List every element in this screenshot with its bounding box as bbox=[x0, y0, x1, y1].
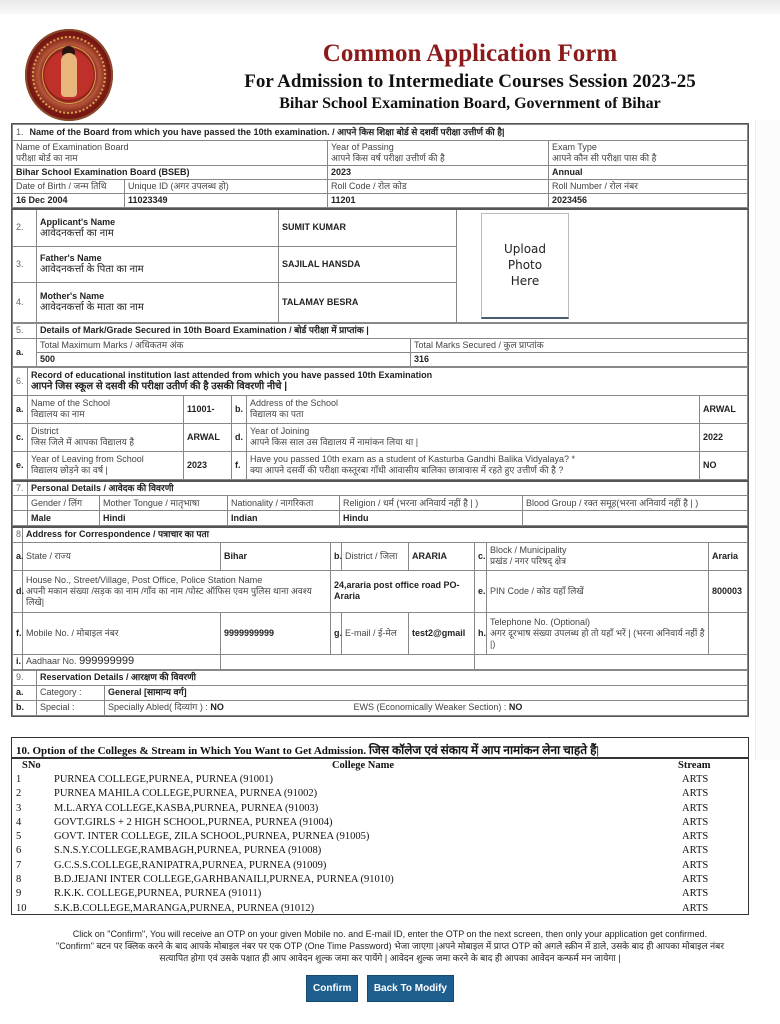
state-value: Bihar bbox=[221, 542, 331, 570]
college-stream: ARTS bbox=[682, 802, 709, 814]
mother-tongue-label: Mother Tongue / मातृभाषा bbox=[100, 496, 228, 511]
photo-cell bbox=[457, 209, 748, 322]
college-row bbox=[12, 859, 748, 873]
application-form bbox=[11, 123, 749, 717]
district-label: District / जिला bbox=[342, 542, 409, 570]
form-header bbox=[0, 22, 780, 122]
mobile-label: Mobile No. / मोबाइल नंबर bbox=[23, 612, 221, 654]
section-5-marks: 5. Details of Mark/Grade Secured in 10th Board Examination / बोर्ड परीक्षा में प्राप्तांक | a. Total Maximum Marks / अधिकतम अंक Total Marks Secured / कुल प्राप्तांक 500 316 bbox=[12, 323, 748, 367]
roll-number-value: 2023456 bbox=[549, 194, 748, 208]
section-6-school: 6. Record of educational institution last attended from which you have passed 10th Examination आपने जिस स्कूल से दसवी की परीक्षा उतीर्ण की है उसकी विवरणी नीचे | a. Name of the School विद्यालय का नाम 11001- b. Address of the School विद्यालय का पता ARWAL c. District जिस जिले में आपका विद्यालय है ARWAL d. Year of Joining आपने किस साल उस विद्यालय में नामांकन लिया था | 2022 e. Year of Leaving from School विद्यालय छोड़ने का वर्ष | 2023 f. Have you passed 10th exam as a student of Kasturba Gandhi Balika Vidyalaya? * क्या आपने दसवीं की परीक्षा कस्तूरबा गाँधी आवासीय बालिका छात्रावास में रहते हुए उत्तीर्ण की है ? NO bbox=[12, 367, 748, 480]
specially-abled-field: Specially Abled( दिव्यांग ) : NO bbox=[105, 700, 351, 715]
confirm-instructions bbox=[20, 928, 760, 964]
pin-value: 800003 bbox=[709, 570, 748, 612]
kgbv-label: Have you passed 10th exam as a student of Kasturba Gandhi Balika Vidyalaya? * क्या आपने दसवीं की परीक्षा कस्तूरबा गाँधी आवासीय बालिका छात्रावास में रहते हुए उत्तीर्ण की है ? bbox=[247, 451, 700, 479]
section-9-reservation: 9. Reservation Details / आरक्षण की विवरणी a. Category : General [सामान्य वर्ग] b. Special : Specially Abled( दिव्यांग ) : NO EWS (Economically Weaker Section) : NO bbox=[12, 670, 748, 716]
section-8-title: Address for Correspondence / पत्राचार का पता bbox=[23, 527, 748, 542]
college-name: G.C.S.S.COLLEGE,RANIPATRA,PURNEA, PURNEA (91009) bbox=[54, 859, 327, 871]
house-value: 24,araria post office road PO-Araria bbox=[331, 570, 475, 612]
marks-secured-value: 316 bbox=[411, 352, 748, 366]
state-label: State / राज्य bbox=[23, 542, 221, 570]
page-subtitle: For Admission to Intermediate Courses Session 2023-25 bbox=[244, 71, 696, 92]
school-address-value: ARWAL bbox=[700, 395, 748, 423]
marks-secured-label: Total Marks Secured / कुल प्राप्तांक bbox=[411, 338, 748, 352]
category-label: Category : bbox=[37, 685, 105, 700]
college-sno: 3 bbox=[16, 802, 22, 814]
section-9-title: Reservation Details / आरक्षण की विवरणी bbox=[37, 670, 748, 685]
blood-group-value bbox=[523, 511, 748, 526]
applicant-name-value: SUMIT KUMAR bbox=[279, 209, 457, 246]
college-stream: ARTS bbox=[682, 831, 709, 843]
telephone-value bbox=[709, 612, 748, 654]
college-name: R.K.K. COLLEGE,PURNEA, PURNEA (91011) bbox=[54, 888, 262, 900]
upload-photo-box[interactable]: Upload Photo Here bbox=[481, 213, 569, 319]
roll-number-label: Roll Number / रोल नंबर bbox=[549, 180, 748, 194]
college-sno: 2 bbox=[16, 788, 22, 800]
college-stream: ARTS bbox=[682, 902, 709, 914]
exam-type-label: Exam Type आपने कौन सी परीक्षा पास की है bbox=[549, 141, 748, 166]
year-leaving-label: Year of Leaving from School विद्यालय छोड़ने का वर्ष | bbox=[28, 451, 184, 479]
college-row bbox=[12, 773, 748, 787]
logo-figure bbox=[61, 53, 77, 97]
gender-value: Male bbox=[28, 511, 100, 526]
college-row bbox=[12, 816, 748, 830]
college-stream: ARTS bbox=[682, 888, 709, 900]
college-name: PURNEA COLLEGE,PURNEA, PURNEA (91001) bbox=[54, 774, 274, 785]
category-value: General [सामान्य वर्ग] bbox=[105, 685, 748, 700]
applicant-name-label: Applicant's Name आवेदनकर्त्ता का नाम bbox=[37, 209, 279, 246]
college-row bbox=[12, 873, 748, 887]
college-name: PURNEA MAHILA COLLEGE,PURNEA, PURNEA (91002) bbox=[54, 788, 318, 800]
page-title: Common Application Form bbox=[322, 40, 618, 67]
college-row bbox=[12, 787, 748, 801]
religion-value: Hindu bbox=[340, 511, 523, 526]
year-leaving-value: 2023 bbox=[184, 451, 232, 479]
religion-label: Religion / धर्म (भरना अनिवार्य नहीं है | ) bbox=[340, 496, 523, 511]
college-stream: ARTS bbox=[682, 816, 709, 828]
aadhaar-field: Aadhaar No. 999999999 bbox=[23, 654, 221, 669]
college-name: M.L.ARYA COLLEGE,KASBA,PURNEA, PURNEA (91003) bbox=[54, 802, 319, 814]
college-sno: 5 bbox=[16, 831, 22, 843]
college-sno: 9 bbox=[16, 888, 22, 900]
board-value: Bihar School Examination Board (BSEB) bbox=[13, 166, 328, 180]
gender-label: Gender / लिंग bbox=[28, 496, 100, 511]
house-label: House No., Street/Village, Post Office, Police Station Name अपनी मकान संख्या /सड़क का नाम /गाँव का नाम /पोस्ट ऑफिस एवम पुलिस थाना अवश्य लिखे| bbox=[23, 570, 331, 612]
section-6-title: Record of educational institution last attended from which you have passed 10th Examination आपने जिस स्कूल से दसवी की परीक्षा उतीर्ण की है उसकी विवरणी नीचे | bbox=[28, 367, 748, 395]
year-label: Year of Passing आपने किस वर्ष परीक्षा उत्तीर्ण की है bbox=[328, 141, 549, 166]
college-row bbox=[12, 830, 748, 844]
college-stream: ARTS bbox=[682, 774, 709, 785]
max-marks-value: 500 bbox=[37, 352, 411, 366]
college-sno: 8 bbox=[16, 874, 22, 886]
section-10-colleges bbox=[11, 737, 749, 915]
college-name: S.N.S.Y.COLLEGE,RAMBAGH,PURNEA, PURNEA (91008) bbox=[54, 845, 322, 857]
school-name-value: 11001- bbox=[184, 395, 232, 423]
college-row bbox=[12, 802, 748, 816]
roll-code-value: 11201 bbox=[328, 194, 549, 208]
college-table bbox=[12, 759, 748, 916]
sno-header: SNo bbox=[22, 760, 41, 771]
section-5-title: Details of Mark/Grade Secured in 10th Board Examination / बोर्ड परीक्षा में प्राप्तांक | bbox=[37, 323, 748, 338]
nationality-value: Indian bbox=[228, 511, 340, 526]
college-sno: 4 bbox=[16, 816, 22, 828]
email-label: E-mail / ई-मेल bbox=[342, 612, 409, 654]
year-joining-value: 2022 bbox=[700, 423, 748, 451]
school-district-label: District जिस जिले में आपका विद्यालय है bbox=[28, 423, 184, 451]
college-stream: ARTS bbox=[682, 845, 709, 857]
max-marks-label: Total Maximum Marks / अधिकतम अंक bbox=[37, 338, 411, 352]
special-label: Special : bbox=[37, 700, 105, 715]
school-row: e. Year of Leaving from School विद्यालय छोड़ने का वर्ष | 2023 f. Have you passed 10th exam as a student of Kasturba Gandhi Balika Vidyalaya? * क्या आपने दसवीं की परीक्षा कस्तूरबा गाँधी आवासीय बालिका छात्रावास में रहते हुए उत्तीर्ण की है ? NO bbox=[13, 451, 748, 479]
bseb-logo-icon bbox=[25, 29, 113, 121]
college-sno: 6 bbox=[16, 845, 22, 857]
block-label: Block / Municipality प्रखंड / नगर परिषद् क्षेत्र bbox=[487, 542, 709, 570]
block-value: Araria bbox=[709, 542, 748, 570]
ews-field: EWS (Economically Weaker Section) : NO bbox=[351, 700, 748, 715]
section-7-personal: 7. Personal Details / आवेदक की विवरणी Gender / लिंग Mother Tongue / मातृभाषा Nationality / नागरिकता Religion / धर्म (भरना अनिवार्य नहीं है | ) Blood Group / रक्त समूह(भरना अनिवार्य नहीं है | ) Male Hindi Indian Hindu bbox=[12, 480, 748, 527]
college-sno: 7 bbox=[16, 859, 22, 871]
college-sno: 10 bbox=[16, 902, 27, 914]
instructions-hindi: "Confirm" बटन पर क्लिक करने के बाद आपके मोबाइल नंबर पर एक OTP (One Time Password) भेजा जाएगा |अपने मोबाइल में प्राप्त OTP को अगले स्क्रीन में डाले, उसके बाद ही आपका मोबाइल नंबर सत्यापित होगा एवं उसके पक्षात ही आप आवेदन शुल्क जमा कर पायेंगे | आवेदन शुल्क जमा करने के बाद ही आपका आवेदन कन्फर्म मन जायेगा | bbox=[56, 941, 724, 963]
college-name: GOVT. INTER COLLEGE, ZILA SCHOOL,PURNEA, PURNEA (91005) bbox=[54, 831, 370, 843]
district-value: ARARIA bbox=[409, 542, 475, 570]
specially-abled-value: NO bbox=[210, 702, 224, 712]
father-name-value: SAJILAL HANSDA bbox=[279, 246, 457, 282]
school-district-value: ARWAL bbox=[184, 423, 232, 451]
aadhaar-value: 999999999 bbox=[79, 655, 135, 667]
action-buttons bbox=[0, 975, 760, 1002]
college-name-header: College Name bbox=[331, 760, 395, 771]
father-name-label: Father's Name आवेदनकर्त्ता के पिता का नाम bbox=[37, 246, 279, 282]
roll-code-label: Roll Code / रोल कोड bbox=[328, 180, 549, 194]
mother-name-label: Mother's Name आवेदनकर्त्ता के माता का नाम bbox=[37, 282, 279, 322]
email-value: test2@gmail bbox=[409, 612, 475, 654]
ews-value: NO bbox=[508, 702, 523, 712]
mother-tongue-value: Hindi bbox=[100, 511, 228, 526]
college-name: B.D.JEJANI INTER COLLEGE,GARHBANAILI,PURNEA, PURNEA (91010) bbox=[54, 874, 394, 886]
unique-id-label: Unique ID (अगर उपलब्ध हो) bbox=[125, 180, 328, 194]
pin-label: PIN Code / कोड यहाँ लिखें bbox=[487, 570, 709, 612]
scrollbar-track[interactable] bbox=[755, 120, 780, 760]
board-label: Name of Examination Board परीक्षा बोर्ड का नाम bbox=[13, 141, 328, 166]
college-stream: ARTS bbox=[682, 788, 709, 800]
section-1-title: 1. Name of the Board from which you have passed the 10th examination. / आपने किस शिक्षा बोर्ड से दशवीं परीक्षा उत्तीर्ण की है| bbox=[13, 125, 748, 141]
browser-top-edge bbox=[0, 0, 780, 14]
college-row bbox=[12, 902, 748, 916]
instructions-english: Click on "Confirm", You will receive an OTP on your given Mobile no. and E-mail ID, enter the OTP on the next screen, then only your application get confirmed. bbox=[72, 929, 708, 939]
board-name: Bihar School Examination Board, Government of Bihar bbox=[279, 95, 661, 112]
year-joining-label: Year of Joining आपने किस साल उस विद्यालय में नामांकन लिया था | bbox=[247, 423, 700, 451]
section-8-address: 8. Address for Correspondence / पत्राचार का पता a. State / राज्य Bihar b. District / जिला ARARIA c. Block / Municipality प्रखंड / नगर परिषद् क्षेत्र Araria d. House No., Street/Village, Post Office, Police Station Name अपनी मकान संख्या /सड़क का नाम /गाँव का नाम /पोस्ट ऑफिस एवम पुलिस थाना अवश्य लिखे| 24,araria post office road PO-Araria e. PIN Code / कोड यहाँ लिखें 800003 f. Mobile No. / मोबाइल नंबर 9999999999 g. E-mail / ई-मेल test2@gmail h. Telephone No. (Optional) अगर दूरभाष संख्या उपलब्ध हो तो यहाँ भरें | (भरना अनिवार्य नहीं है |) i. Aadhaar No. 999999999 bbox=[12, 526, 748, 670]
exam-type-value: Annual bbox=[549, 166, 748, 180]
school-row: c. District जिस जिले में आपका विद्यालय है ARWAL d. Year of Joining आपने किस साल उस विद्यालय में नामांकन लिया था | 2022 bbox=[13, 423, 748, 451]
school-row: a. Name of the School विद्यालय का नाम 11001- b. Address of the School विद्यालय का पता ARWAL bbox=[13, 395, 748, 423]
college-name: GOVT.GIRLS + 2 HIGH SCHOOL,PURNEA, PURNEA (91004) bbox=[54, 816, 333, 828]
back-to-modify-button[interactable]: Back To Modify bbox=[367, 975, 454, 1002]
mobile-value: 9999999999 bbox=[221, 612, 331, 654]
college-sno: 1 bbox=[16, 774, 22, 785]
dob-label: Date of Birth / जन्म तिथि bbox=[13, 180, 125, 194]
section-names: 2. Applicant's Name आवेदनकर्त्ता का नाम SUMIT KUMAR Upload Photo Here 3. Father's Name आवेदनकर्त्ता के पिता का नाम SAJILAL HANSDA 4. Mother's Name आवेदनकर्त्ता के माता का नाम TALAMAY BESRA bbox=[12, 208, 748, 323]
section-7-title: Personal Details / आवेदक की विवरणी bbox=[28, 481, 748, 496]
dob-value: 16 Dec 2004 bbox=[13, 194, 125, 208]
blood-group-label: Blood Group / रक्त समूह(भरना अनिवार्य नहीं है | ) bbox=[523, 496, 748, 511]
section-10-title: 10. Option of the Colleges & Stream in Which You Want to Get Admission. जिस कॉलेज एवं संकाय में आप नामांकन लेना चाहते हैं| bbox=[12, 738, 748, 759]
college-row bbox=[12, 887, 748, 901]
mother-name-value: TALAMAY BESRA bbox=[279, 282, 457, 322]
nationality-label: Nationality / नागरिकता bbox=[228, 496, 340, 511]
school-address-label: Address of the School विद्यालय का पता bbox=[247, 395, 700, 423]
confirm-button[interactable]: Confirm bbox=[306, 975, 358, 1002]
college-name: S.K.B.COLLEGE,MARANGA,PURNEA, PURNEA (91012) bbox=[54, 902, 315, 914]
kgbv-value: NO bbox=[700, 451, 748, 479]
college-row bbox=[12, 844, 748, 858]
college-stream: ARTS bbox=[682, 874, 709, 886]
college-stream: ARTS bbox=[682, 859, 709, 871]
school-name-label: Name of the School विद्यालय का नाम bbox=[28, 395, 184, 423]
stream-header: Stream bbox=[678, 760, 711, 771]
telephone-label: Telephone No. (Optional) अगर दूरभाष संख्या उपलब्ध हो तो यहाँ भरें | (भरना अनिवार्य नहीं है |) bbox=[487, 612, 709, 654]
section-1-board bbox=[12, 124, 748, 208]
year-value: 2023 bbox=[328, 166, 549, 180]
unique-id-value: 11023349 bbox=[125, 194, 328, 208]
